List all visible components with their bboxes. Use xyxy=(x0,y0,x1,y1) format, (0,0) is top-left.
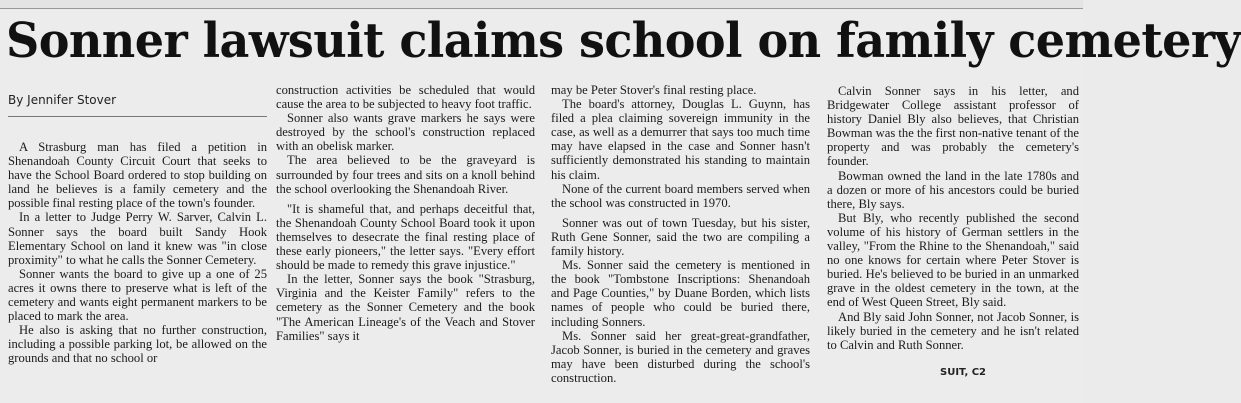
column-3 xyxy=(551,83,810,401)
byline: By Jennifer Stover xyxy=(8,93,117,107)
paragraph: Sonner was out of town Tuesday, but his sister, Ruth Gene Sonner, said the two are compiling a family history. xyxy=(551,215,810,259)
paragraph: may be Peter Stover's final resting place. xyxy=(551,83,757,97)
paragraph: construction activities be scheduled that would cause the area to be subjected to heavy foot traffic. xyxy=(276,83,535,112)
paragraph: Sonner also wants grave markers he says were destroyed by the school's construction replaced with an obelisk marker. xyxy=(276,111,535,154)
paragraph: He also is asking that no further construction, including a possible parking lot, be allowed on the grounds and that no school or xyxy=(8,323,267,366)
paragraph: Calvin Sonner says in his letter, and Bridgewater College assistant professor of history Daniel Bly also believes, that Christian Bowman was the the first non-native tenant of the property and was probably the cemetery's founder. xyxy=(827,84,1079,169)
paragraph: Ms. Sonner said the cemetery is mentioned in the book "Tombstone Inscriptions: Shenandoah and Page Counties," by Duane Borden, which lists names of people who could be buried there, including Sonners. xyxy=(551,258,810,329)
byline-rule xyxy=(8,116,267,117)
paragraph: "It is shameful that, and perhaps deceitful that, the Shenandoah County School Board took it upon themselves to desecrate the final resting place of these early pioneers," the letter says. "Every effort should be made to remedy this grave injustice." xyxy=(276,201,535,273)
paragraph: In the letter, Sonner says the book "Strasburg, Virginia and the Keister Family" refers to the cemetery as the Sonner Cemetery and the book "The American Lineage's of the Veach and Stover Families" says it xyxy=(276,272,535,343)
paragraph: And Bly said John Sonner, not Jacob Sonner, is likely buried in the cemetery and he isn't related to Calvin and Ruth Sonner. xyxy=(827,309,1079,352)
paragraph: None of the current board members served when the school was constructed in 1970. xyxy=(551,181,810,210)
column-4 xyxy=(827,84,1079,402)
column-2 xyxy=(276,83,535,401)
paragraph: The area believed to be the graveyard is surrounded by four trees and sits on a knoll behind the school overlooking the Shenandoah River. xyxy=(276,153,535,196)
paragraph: Sonner wants the board to give up a one of 25 acres it owns there to preserve what is left of the cemetery and wants eight permanent markers to be placed to mark the area. xyxy=(8,266,267,324)
headline: Sonner lawsuit claims school on family cemetery xyxy=(6,13,1241,69)
paragraph: In a letter to Judge Perry W. Sarver, Calvin L. Sonner says the board built Sandy Hook Elementary School on land it knew was "in close proximity" to what he calls the Sonner Cemetery. xyxy=(8,210,267,267)
top-rule xyxy=(0,0,1083,9)
paragraph: Bowman owned the land in the late 1780s and a dozen or more of his ancestors could be buried there, Bly says. xyxy=(827,168,1079,211)
jump-line: SUIT, C2 xyxy=(940,367,987,378)
column-1 xyxy=(8,140,267,402)
paragraph: The board's attorney, Douglas L. Guynn, has filed a plea claiming sovereign immunity in the case, as well as a demurrer that says too much time may have elapsed in the case and Sonner hasn't sufficiently demonstrated his standing to maintain his claim. xyxy=(551,97,810,182)
paragraph: Ms. Sonner said her great-great-grandfather, Jacob Sonner, is buried in the cemetery and graves may have been disturbed during the school's construction. xyxy=(551,328,810,385)
paragraph: A Strasburg man has filed a petition in Shenandoah County Circuit Court that seeks to have the School Board ordered to stop building on land he believes is a family cemetery and the possible final resting place of the town's founder. xyxy=(8,140,267,211)
paragraph: But Bly, who recently published the second volume of his history of German settlers in the valley, "From the Rhine to the Shenandoah," said no one knows for certain where Peter Stover is buried. He's believed to be buried in an unmarked grave in the oldest cemetery in the town, at the end of West Queen Street, Bly said. xyxy=(827,210,1079,310)
